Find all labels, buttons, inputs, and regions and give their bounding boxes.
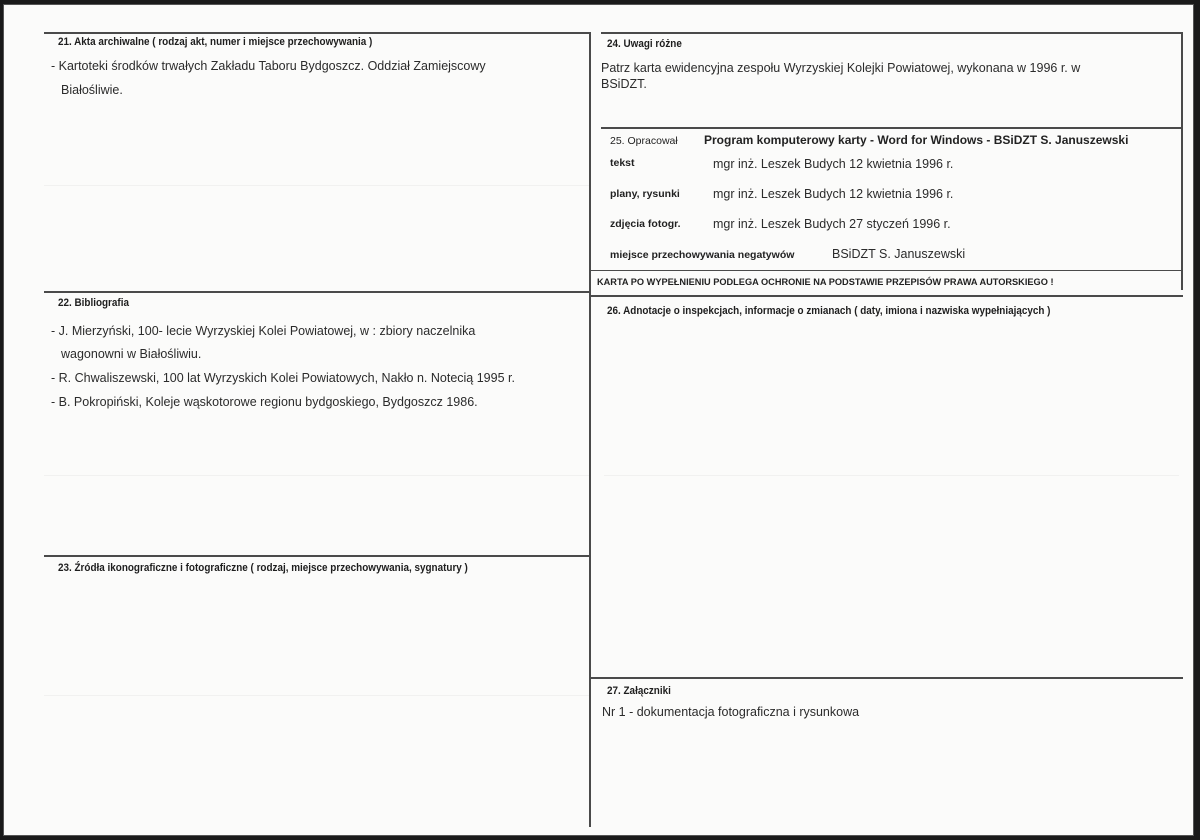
section-21-title: 21. Akta archiwalne ( rodzaj akt, numer i miejsce przechowywania ) [58, 36, 373, 48]
attachments-text: Nr 1 - dokumentacja fotograficzna i rysunkowa [602, 705, 860, 719]
rule-27 [591, 677, 1183, 679]
author-row-value: BSiDZT S. Januszewski [832, 247, 966, 261]
author-row-label: tekst [610, 157, 635, 169]
bibliography-item: - B. Pokropiński, Koleje wąskotorowe regionu bydgoskiego, Bydgoszcz 1986. [51, 395, 478, 409]
author-row-label: plany, rysunki [610, 188, 680, 200]
top-rule-right [601, 32, 1183, 34]
center-divider [589, 32, 591, 827]
section-25-title: 25. Opracował [610, 135, 678, 147]
rule-23 [44, 555, 589, 557]
copyright-notice: KARTA PO WYPEŁNIENIU PODLEGA OCHRONIE NA PODSTAWIE PRZEPISÓW PRAWA AUTORSKIEGO ! [597, 277, 1054, 288]
author-row-value: mgr inż. Leszek Budych 12 kwietnia 1996 r. [713, 187, 954, 201]
author-row-value: mgr inż. Leszek Budych 12 kwietnia 1996 r. [713, 157, 954, 171]
bibliography-item: - R. Chwaliszewski, 100 lat Wyrzyskich Kolei Powiatowych, Nakło n. Notecią 1995 r. [51, 371, 515, 385]
record-card [3, 4, 1194, 836]
texture-line [604, 475, 1179, 476]
texture-line [44, 475, 589, 476]
section-27-title: 27. Załączniki [607, 685, 671, 697]
software-note: Program komputerowy karty - Word for Windows - BSiDZT S. Januszewski [704, 133, 1129, 147]
rule-25 [601, 127, 1183, 129]
top-rule-left [44, 32, 589, 34]
texture-line [44, 185, 589, 186]
section-21-line-1: - Kartoteki środków trwałych Zakładu Taboru Bydgoszcz. Oddział Zamiejscowy [51, 59, 486, 73]
section-24-text-2: BSiDZT. [601, 77, 647, 91]
rule-26 [591, 295, 1183, 297]
section-24-text-1: Patrz karta ewidencyjna zespołu Wyrzyskiej Kolejki Powiatowej, wykonana w 1996 r. w [601, 61, 1081, 75]
right-border [1181, 32, 1183, 290]
section-24-title: 24. Uwagi różne [607, 38, 682, 50]
bibliography-item: wagonowni w Białośliwiu. [61, 347, 202, 361]
author-row-value: mgr inż. Leszek Budych 27 styczeń 1996 r. [713, 217, 951, 231]
section-21-line-2: Białośliwie. [61, 83, 123, 97]
rule-notice-top [591, 270, 1183, 271]
section-23-title: 23. Źródła ikonograficzne i fotograficzne ( rodzaj, miejsce przechowywania, sygnatury ) [58, 562, 468, 574]
rule-22 [44, 291, 589, 293]
bibliography-item: - J. Mierzyński, 100- lecie Wyrzyskiej Kolei Powiatowej, w : zbiory naczelnika [51, 324, 476, 338]
section-22-title: 22. Bibliografia [58, 297, 129, 309]
author-row-label: miejsce przechowywania negatywów [610, 249, 795, 261]
author-row-label: zdjęcia fotogr. [610, 218, 681, 230]
texture-line [44, 695, 589, 696]
section-26-title: 26. Adnotacje o inspekcjach, informacje o zmianach ( daty, imiona i nazwiska wypełniających ) [607, 305, 1051, 317]
